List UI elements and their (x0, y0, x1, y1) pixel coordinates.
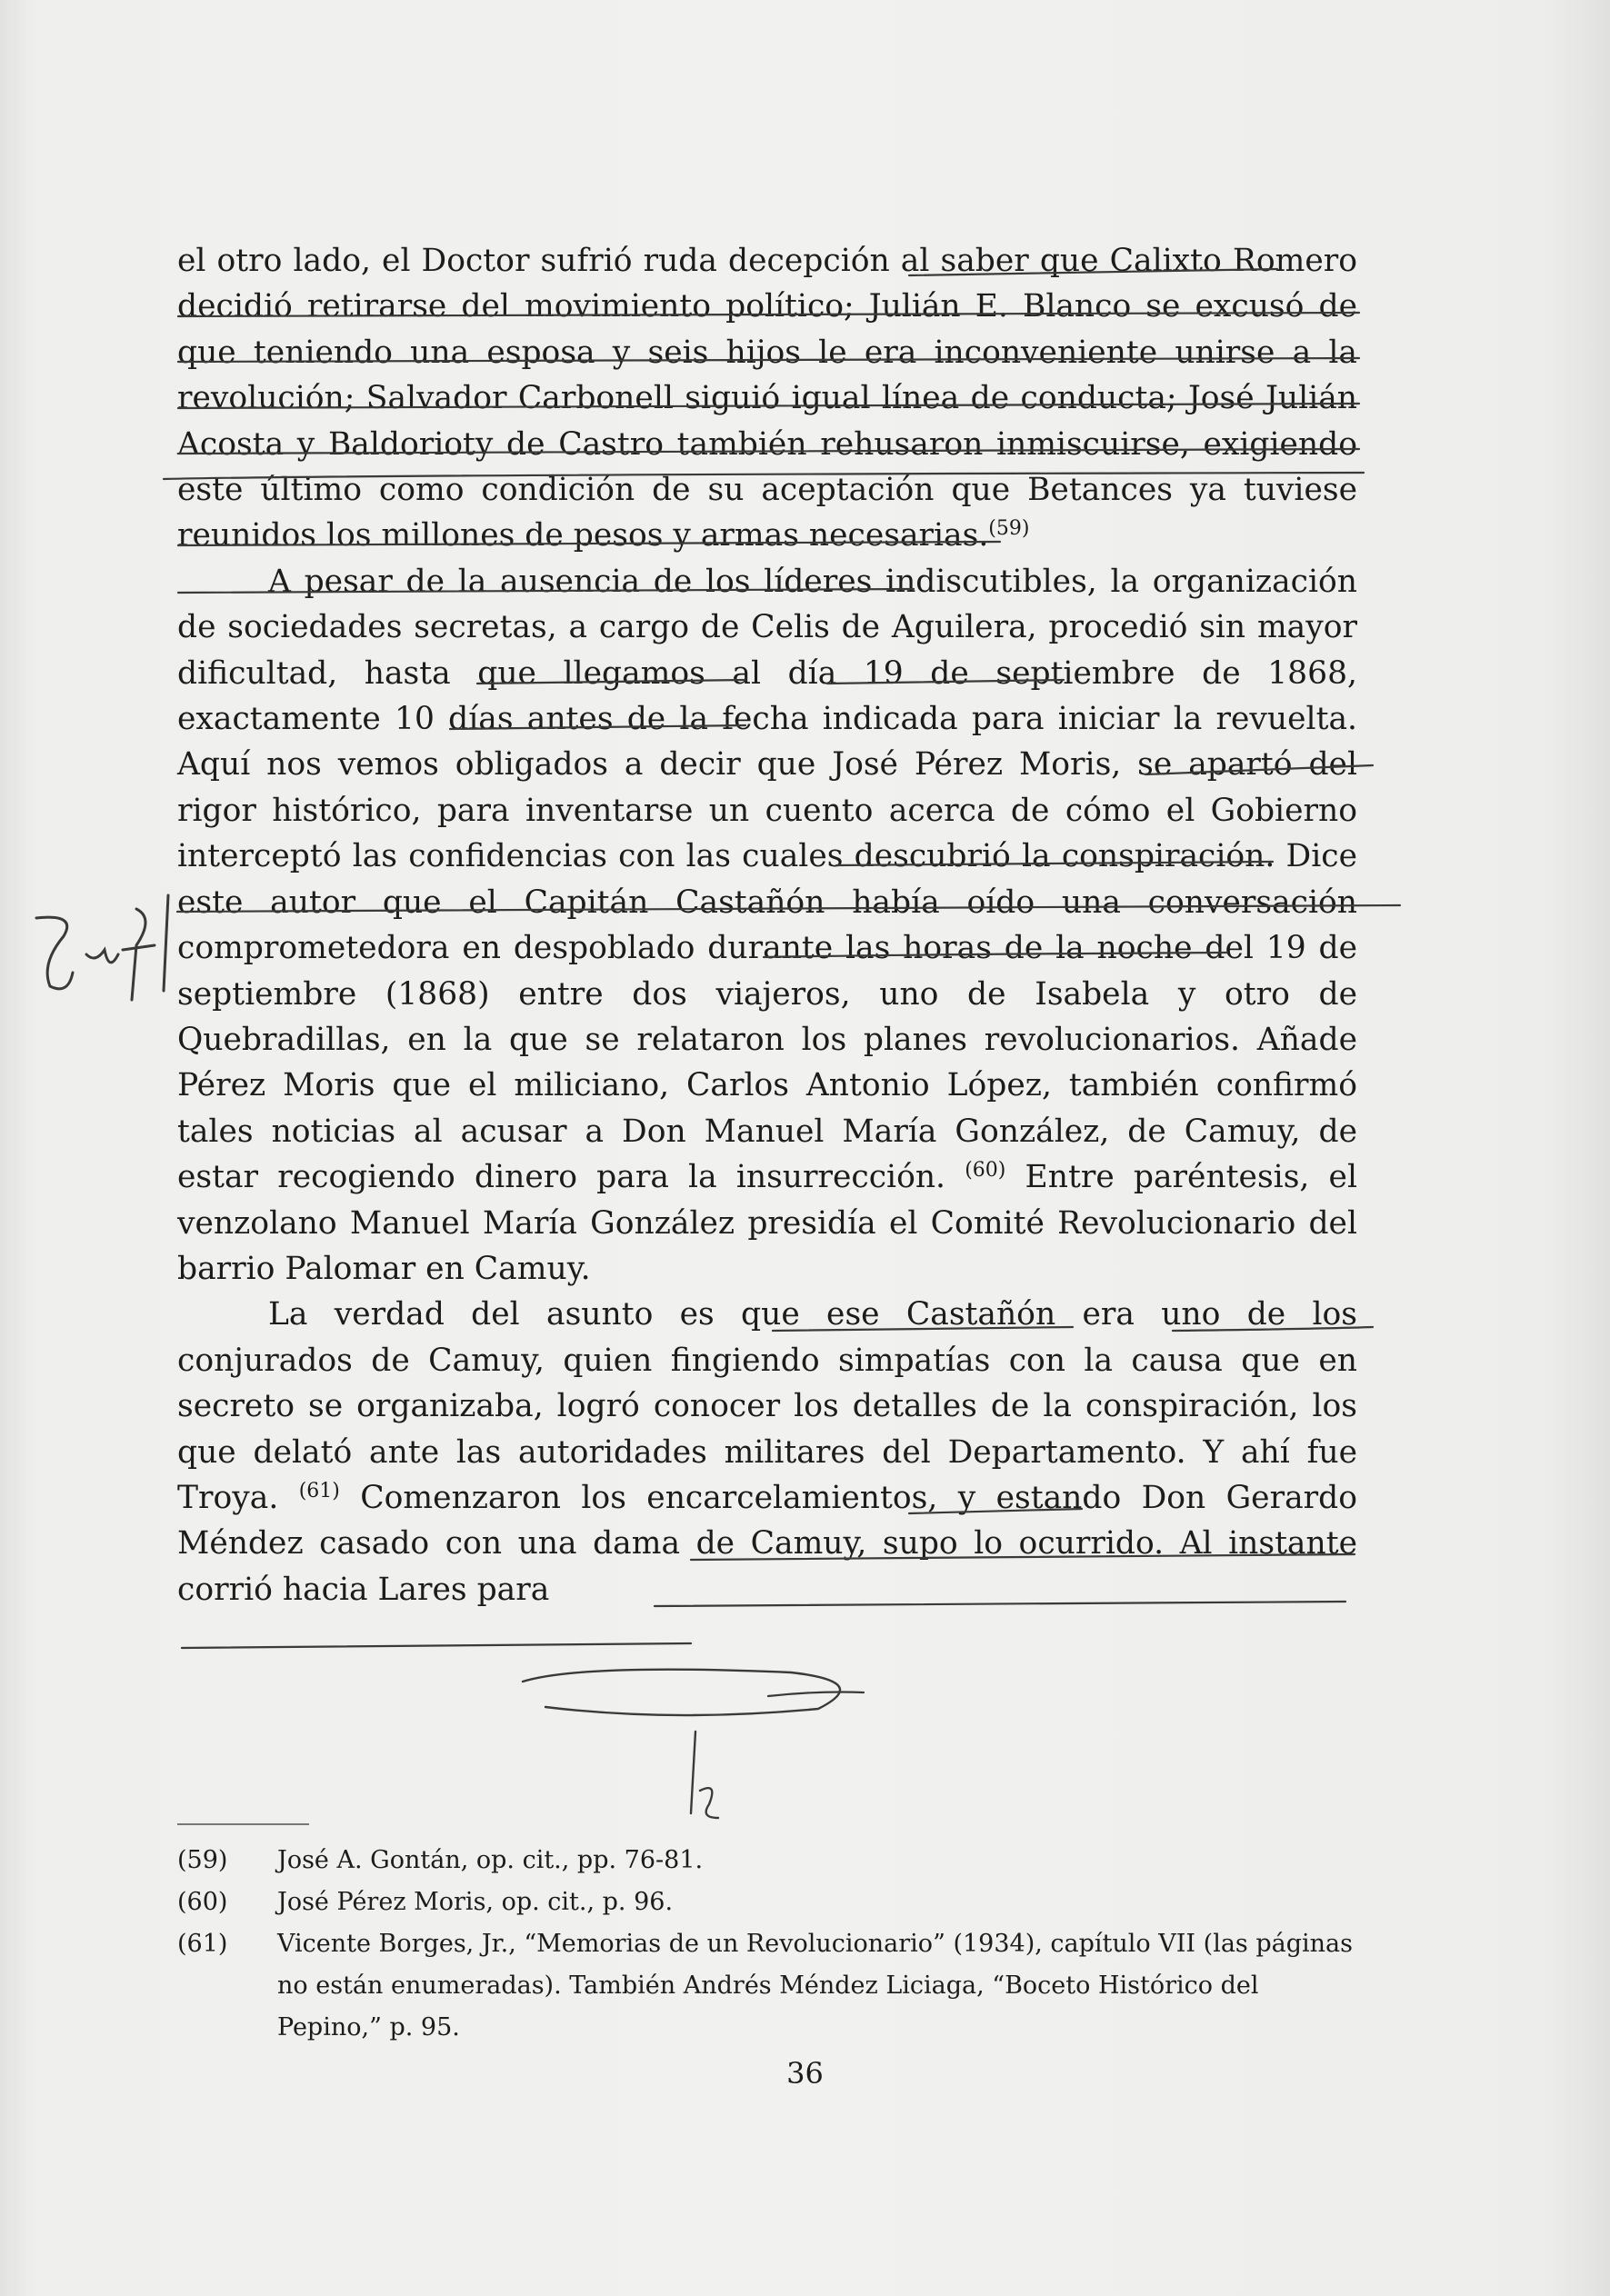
footnote-text: José Pérez Moris, op. cit., p. 96. (277, 1888, 674, 1916)
paragraph-1: el otro lado, el Doctor sufrió ruda decepción al saber que Calixto Romero decidió retirarse del movimiento político; Julián E. Blanco se excusó de que teniendo una esposa y seis hijos le era inconveniente unirse a la revolución; Salvador Carbonell siguió igual línea de conducta; José Julián Acosta y Baldorioty de Castro también rehusaron inmiscuirse, exigiendo este último como condición de su aceptación que Betances ya tuviese reunidos los millones de pesos y armas necesarias.$^{(59)}$ (177, 243, 1357, 554)
footnote-divider (177, 1823, 309, 1825)
page-number: 36 (786, 2056, 824, 2091)
footnote-ref-60: 60 (972, 1159, 998, 1183)
footnote-60 (177, 1882, 1357, 1923)
footnote-ref-61: 61 (306, 1479, 333, 1502)
handwritten-initials-icon (36, 895, 168, 1000)
body-text (177, 238, 1357, 1612)
footnote-text: José A. Gontán, op. cit., pp. 76-81. (277, 1846, 704, 1874)
footnote-number: (61) (177, 1930, 228, 1958)
footnote-ref-59: 59 (995, 517, 1022, 541)
footnote-59 (177, 1840, 1357, 1882)
paragraph-3: La verdad del asunto es que ese Castañón era uno de los conjurados de Camuy, quien fingiendo simpatías con la causa que en secreto se organizaba, logró conocer los detalles de la conspiración, los que delató ante las autoridades militares del Departamento. Y ahí fue Troya. $^{(61)}$ Comenzaron los encarcelamientos, y estando Don Gerardo Méndez casado con una dama de Camuy, supo lo ocurrido. Al instante corrió hacia Lares para (177, 1296, 1358, 1608)
footnote-number: (60) (177, 1888, 228, 1916)
footnotes (177, 1840, 1357, 2049)
footnote-61 (177, 1923, 1357, 2049)
handwritten-numeral-icon (523, 1670, 840, 1818)
paragraph-2: A pesar de la ausencia de los líderes indiscutibles, la organización de sociedades secretas, a cargo de Celis de Aguilera, procedió sin mayor dificultad, hasta que llegamos al día 19 de septiembre de 1868, exactamente 10 días antes de la fecha indicada para iniciar la revuelta. Aquí nos vemos obligados a decir que José Pérez Moris, se apartó del rigor histórico, para inventarse un cuento acerca de cómo el Gobierno interceptó las confidencias con las cuales descubrió la conspiración. Dice este autor que el Capitán Castañón había oído una conversación comprometedora en despoblado durante las horas de la noche del 19 de septiembre (1868) entre dos viajeros, uno de Isabela y otro de Quebradillas, en la que se relataron los planes revolucionarios. Añade Pérez Moris que el miliciano, Carlos Antonio López, también confirmó tales noticias al acusar a Don Manuel María González, de Camuy, de estar recogiendo dinero para la insurrección. $^{(60)}$ Entre paréntesis, el venzolano Manuel María González presidía el Comité Revolucionario del barrio Palomar en Camuy. (177, 563, 1357, 1287)
footnote-number: (59) (177, 1846, 228, 1874)
footnote-text: Vicente Borges, Jr., “Memorias de un Revolucionario” (1934), capítulo VII (las páginas no están enumeradas). También Andrés Méndez Liciaga, “Boceto Histórico del Pepino,” p. 95. (277, 1930, 1354, 2041)
